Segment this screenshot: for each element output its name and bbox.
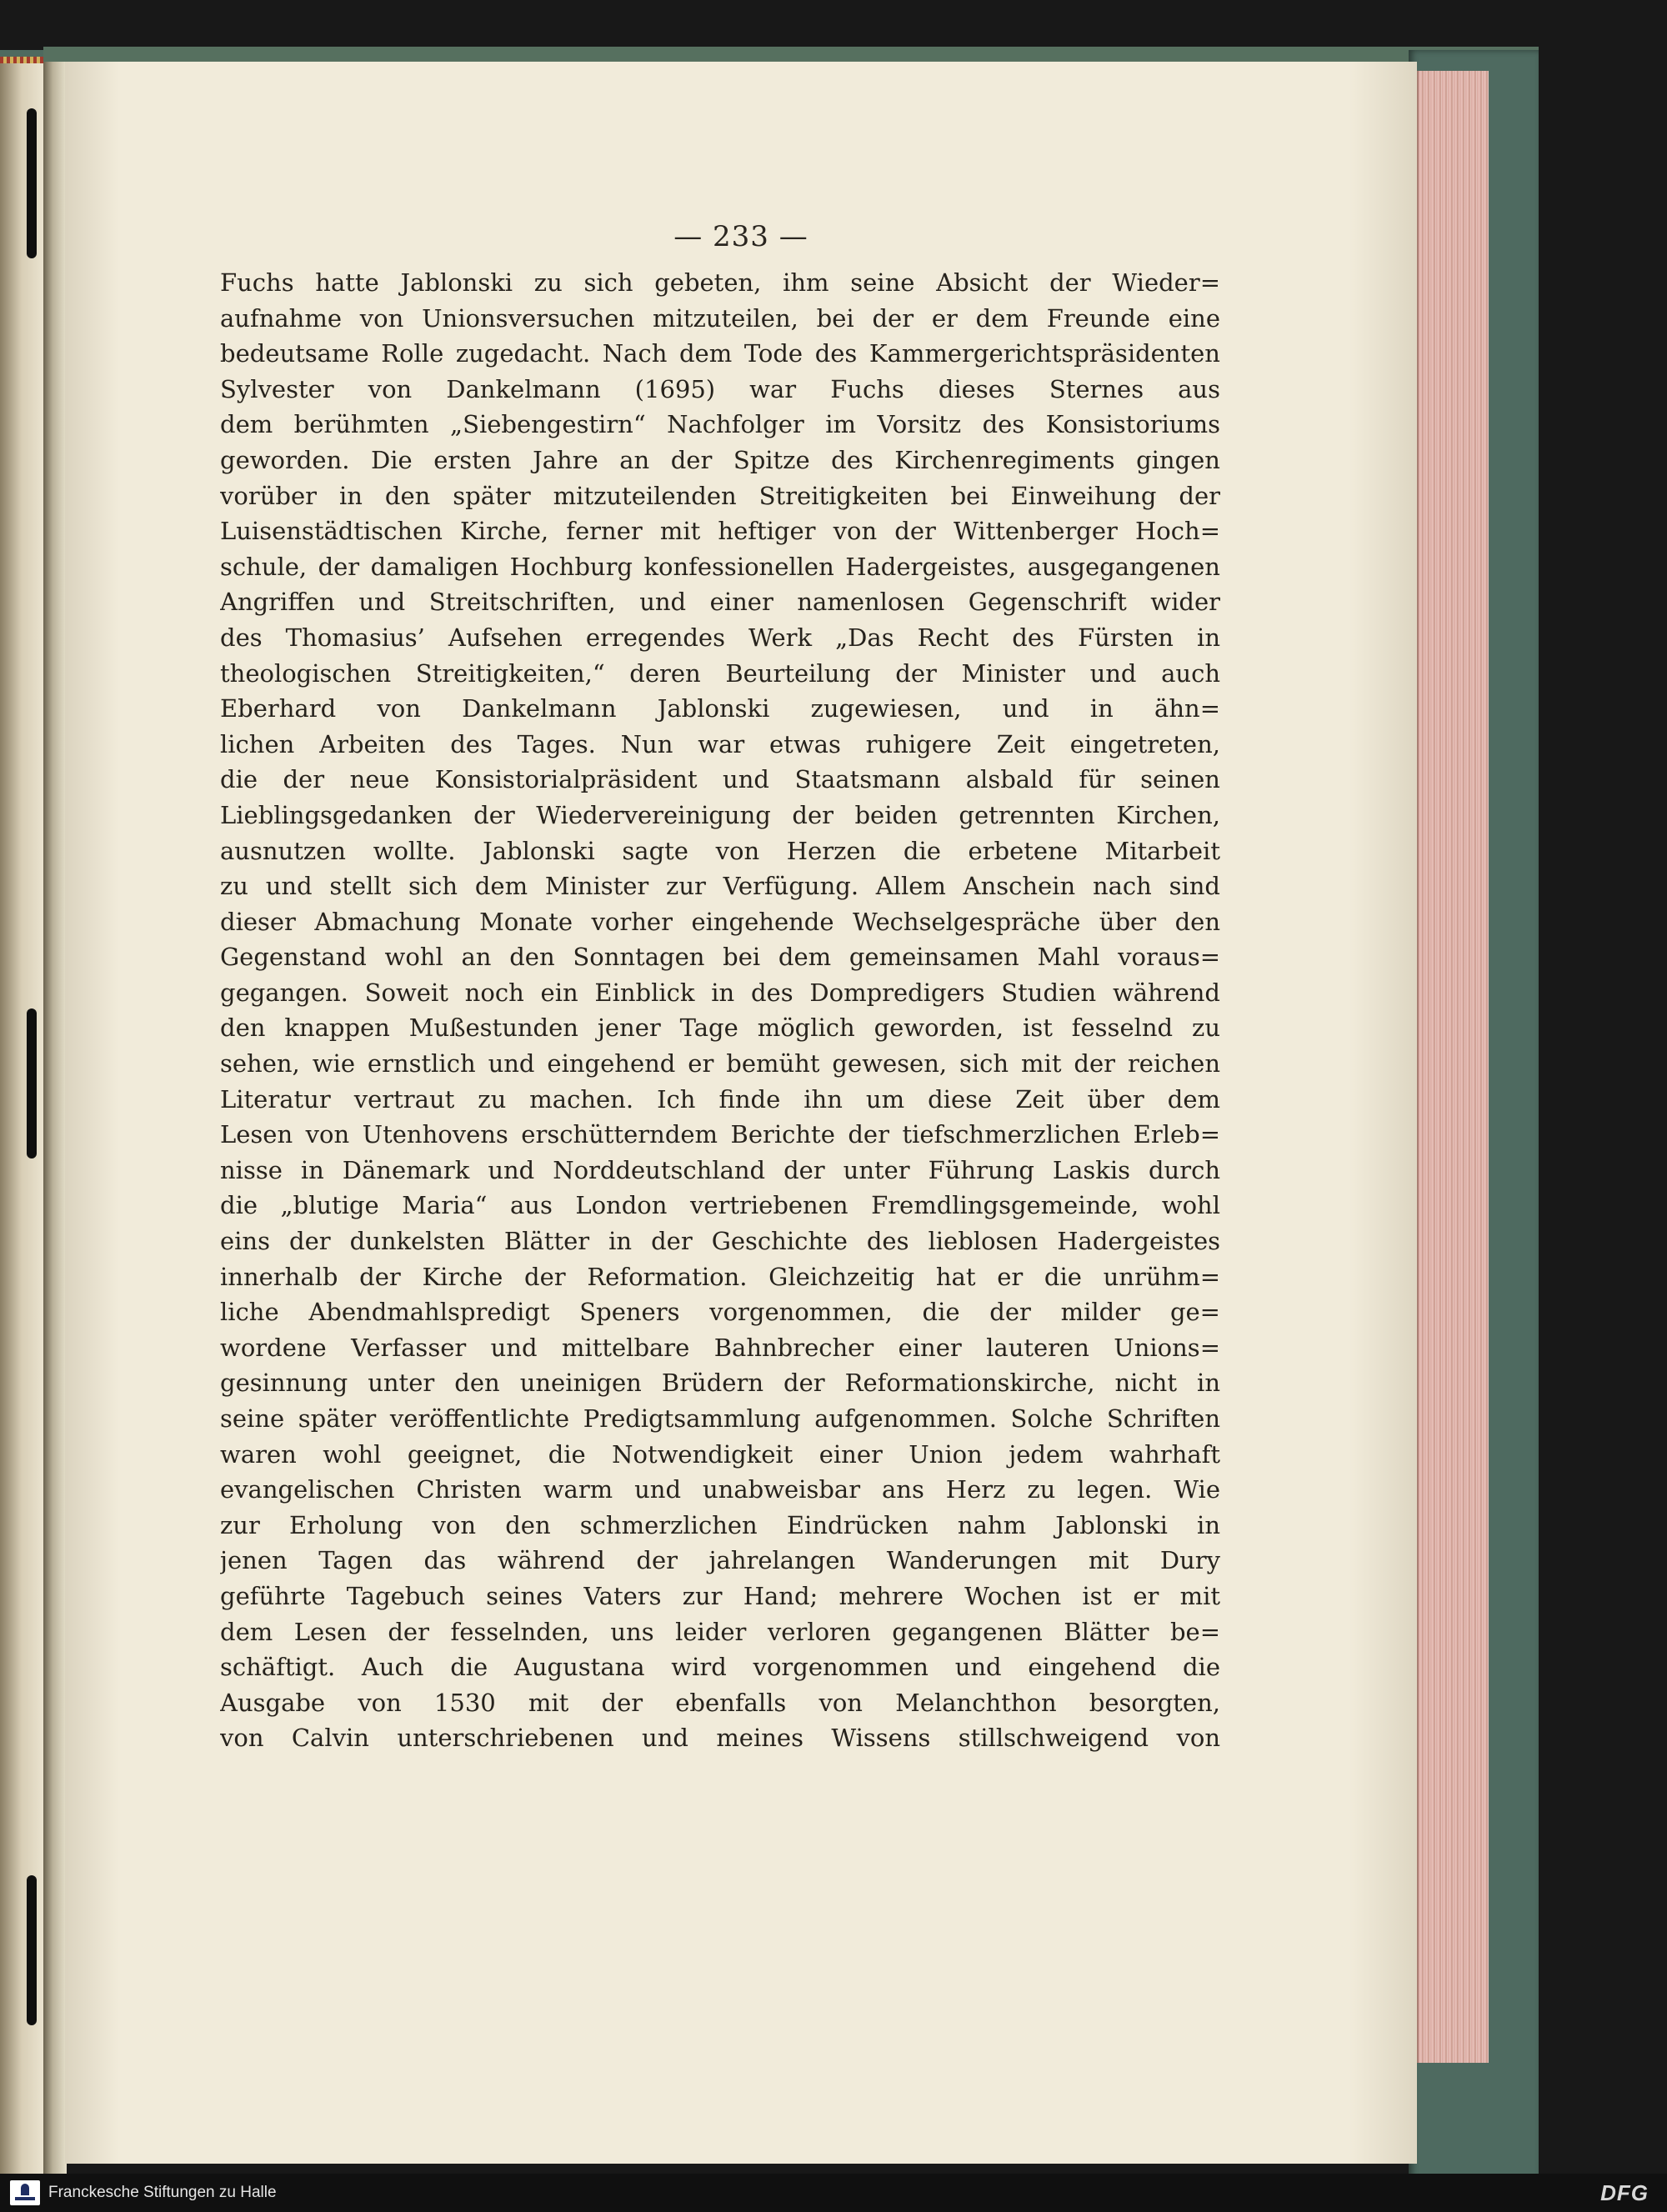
text-line: die „blutige Maria“ aus London vertriebenen Fremdlingsgemeinde, wohl bbox=[220, 1191, 1220, 1220]
text-line: die der neue Konsistorialpräsident und Staatsmann alsbald für seinen bbox=[220, 765, 1220, 794]
text-line: aufnahme von Unionsversuchen mitzuteilen, bei der er dem Freunde eine bbox=[220, 303, 1220, 333]
text-line: gegangen. Soweit noch ein Einblick in des Dompredigers Studien während bbox=[220, 978, 1220, 1007]
text-line: wordene Verfasser und mittelbare Bahnbrecher einer lauteren Unions= bbox=[220, 1333, 1220, 1362]
text-line: geworden. Die ersten Jahre an der Spitze des Kirchenregiments gingen bbox=[220, 445, 1220, 474]
text-line: evangelischen Christen warm und unabweisbar ans Herz zu legen. Wie bbox=[220, 1475, 1220, 1504]
text-line: waren wohl geeignet, die Notwendigkeit einer Union jedem wahrhaft bbox=[220, 1439, 1220, 1469]
text-line: liche Abendmahlspredigt Speners vorgenommen, die der milder ge= bbox=[220, 1298, 1220, 1327]
text-line: Lesen von Utenhovens erschütterndem Berichte der tiefschmerzlichen Erleb= bbox=[220, 1120, 1220, 1149]
text-line: nisse in Dänemark und Norddeutschland der unter Führung Laskis durch bbox=[220, 1155, 1220, 1184]
viewer-footer-bar bbox=[0, 2174, 1667, 2212]
text-line: theologischen Streitigkeiten,“ deren Beurteilung der Minister und auch bbox=[220, 658, 1220, 688]
text-line: Eberhard von Dankelmann Jablonski zugewiesen, und in ähn= bbox=[220, 694, 1220, 723]
text-line: Gegenstand wohl an den Sonntagen bei dem gemeinsamen Mahl voraus= bbox=[220, 943, 1220, 972]
book-page bbox=[65, 62, 1417, 2164]
book-clamp-bottom bbox=[27, 1875, 37, 2025]
text-line: Literatur vertraut zu machen. Ich finde ihn um diese Zeit über dem bbox=[220, 1084, 1220, 1114]
binding-headband bbox=[0, 57, 43, 63]
book-clamp-top bbox=[27, 108, 37, 258]
book-clamp-middle bbox=[27, 1008, 37, 1159]
text-line: vorüber in den später mitzuteilenden Streitigkeiten bei Einweihung der bbox=[220, 481, 1220, 510]
page-body-text bbox=[220, 265, 1220, 1756]
text-line: Luisenstädtischen Kirche, ferner mit heftiger von der Wittenberger Hoch= bbox=[220, 517, 1220, 546]
book-gutter bbox=[43, 50, 67, 2184]
dfg-badge: DFG bbox=[1600, 2180, 1649, 2205]
text-line: gesinnung unter den uneinigen Brüdern der Reformationskirche, nicht in bbox=[220, 1369, 1220, 1398]
text-line: schäftigt. Auch die Augustana wird vorgenommen und eingehend die bbox=[220, 1653, 1220, 1682]
text-line: schule, der damaligen Hochburg konfessionellen Hadergeistes, ausgegangenen bbox=[220, 552, 1220, 581]
text-line: lichen Arbeiten des Tages. Nun war etwas ruhigere Zeit eingetreten, bbox=[220, 729, 1220, 758]
facing-page-sliver bbox=[0, 57, 43, 2190]
text-line: innerhalb der Kirche der Reformation. Gleichzeitig hat er die unrühm= bbox=[220, 1262, 1220, 1291]
francke-foundation-logo-icon bbox=[10, 2180, 40, 2205]
text-line: dem Lesen der fesselnden, uns leider verloren gegangenen Blätter be= bbox=[220, 1617, 1220, 1646]
text-line: geführte Tagebuch seines Vaters zur Hand; mehrere Wochen ist er mit bbox=[220, 1581, 1220, 1610]
text-line: jenen Tagen das während der jahrelangen Wanderungen mit Dury bbox=[220, 1546, 1220, 1575]
text-line: Ausgabe von 1530 mit der ebenfalls von Melanchthon besorgten, bbox=[220, 1688, 1220, 1717]
text-line: seine später veröffentlichte Predigtsammlung aufgenommen. Solche Schriften bbox=[220, 1404, 1220, 1433]
text-line: ausnutzen wollte. Jablonski sagte von Herzen die erbetene Mitarbeit bbox=[220, 836, 1220, 865]
text-line: bedeutsame Rolle zugedacht. Nach dem Tode des Kammergerichtspräsidenten bbox=[220, 339, 1220, 368]
book-cover-top-edge bbox=[43, 47, 1539, 62]
text-line: zur Erholung von den schmerzlichen Eindrücken nahm Jablonski in bbox=[220, 1510, 1220, 1539]
text-line: eins der dunkelsten Blätter in der Geschichte des lieblosen Hadergeistes bbox=[220, 1227, 1220, 1256]
text-line: von Calvin unterschriebenen und meines Wissens stillschweigend von bbox=[220, 1724, 1220, 1753]
text-line: des Thomasius’ Aufsehen erregendes Werk „Das Recht des Fürsten in bbox=[220, 623, 1220, 652]
text-line: Lieblingsgedanken der Wiedervereinigung der beiden getrennten Kirchen, bbox=[220, 800, 1220, 829]
text-line: dem berühmten „Siebengestirn“ Nachfolger im Vorsitz des Konsistoriums bbox=[220, 410, 1220, 439]
page-number: — 233 — bbox=[673, 220, 808, 253]
text-line: den knappen Mußestunden jener Tage möglich geworden, ist fesselnd zu bbox=[220, 1013, 1220, 1043]
text-line: dieser Abmachung Monate vorher eingehende Wechselgespräche über den bbox=[220, 907, 1220, 936]
text-line: Sylvester von Dankelmann (1695) war Fuchs dieses Sternes aus bbox=[220, 374, 1220, 403]
page-block-edges bbox=[1417, 71, 1489, 2063]
text-line: sehen, wie ernstlich und eingehend er bemüht gewesen, sich mit der reichen bbox=[220, 1049, 1220, 1078]
text-line: Angriffen und Streitschriften, und einer namenlosen Gegenschrift wider bbox=[220, 588, 1220, 617]
text-line: Fuchs hatte Jablonski zu sich gebeten, ihm seine Absicht der Wieder= bbox=[220, 268, 1220, 297]
text-line: zu und stellt sich dem Minister zur Verfügung. Allem Anschein nach sind bbox=[220, 872, 1220, 901]
footer-institution-name: Franckesche Stiftungen zu Halle bbox=[48, 2184, 277, 2201]
